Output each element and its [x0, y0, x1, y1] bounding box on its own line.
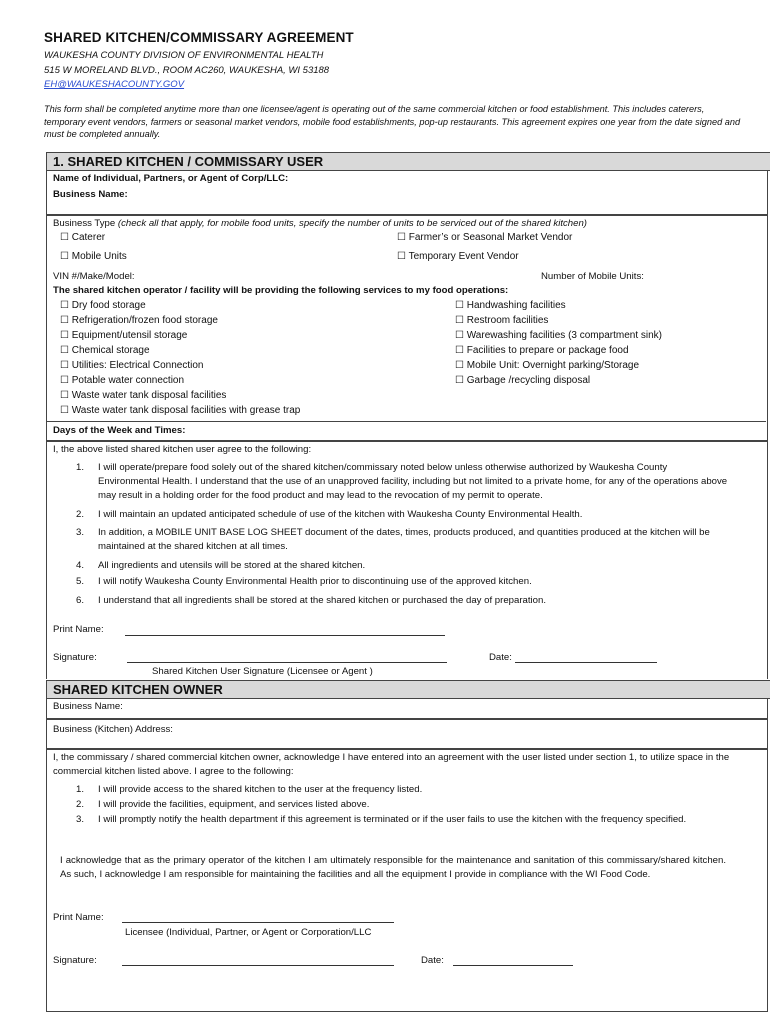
checkbox-dry-storage[interactable]: ☐ Dry food storage	[60, 300, 146, 311]
business-type-note: (check all that apply, for mobile food units, specify the number of units to be serviced out of the shared kitchen)	[117, 218, 587, 229]
email-link[interactable]: EH@WAUKESHACOUNTY.GOV	[44, 79, 185, 90]
checkbox-overnight-parking[interactable]: ☐ Mobile Unit: Overnight parking/Storage	[455, 360, 640, 371]
name-label: Name of Individual, Partners, or Agent of Corp/LLC:	[53, 173, 289, 184]
agreement-item: I will operate/prepare food solely out of the shared kitchen/commissary noted below unless otherwise authorized by Waukesha County Environmental Health. I understand that the use of an unapproved facility, including but not limited to a private home, for any of the operations above may result in a holding order for the food product and may lead to the revocation of my permit to operate.	[98, 462, 728, 501]
item-number: 2.	[76, 799, 85, 810]
owner-date-line[interactable]	[453, 965, 573, 966]
signature-line[interactable]	[127, 662, 447, 663]
section1-heading: 1. SHARED KITCHEN / COMMISSARY USER	[46, 152, 770, 171]
business-name-label: Business Name:	[53, 189, 128, 200]
services-label: The shared kitchen operator / facility will be providing the following services to my food operations:	[53, 285, 509, 296]
checkbox-chemical-storage[interactable]: ☐ Chemical storage	[60, 345, 150, 356]
item-number: 6.	[76, 595, 85, 606]
intro-text: This form shall be completed anytime more than one licensee/agent is operating out of the same commercial kitchen or food establishment. This includes caterers, temporary event vendors, farmers or seasonal market vendors, mobile food establishments, pop-up restaurants. This agreement expires one year from the date signed and must be completed annually.	[44, 104, 741, 139]
print-name-line[interactable]	[125, 635, 445, 636]
checkbox-warewashing[interactable]: ☐ Warewashing facilities (3 compartment sink)	[455, 330, 662, 341]
agree-intro: I, the above listed shared kitchen user agree to the following:	[53, 444, 312, 455]
checkbox-market-vendor[interactable]: ☐ Farmer’s or Seasonal Market Vendor	[397, 232, 573, 243]
agreement-item: I will maintain an updated anticipated schedule of use of the kitchen with Waukesha County Environmental Health.	[98, 509, 583, 520]
item-number: 4.	[76, 560, 85, 571]
owner-address-label: Business (Kitchen) Address:	[53, 724, 173, 735]
agreement-item: I will notify Waukesha County Environmental Health prior to discontinuing use of the approved kitchen.	[98, 576, 532, 587]
checkbox-mobile-units[interactable]: ☐ Mobile Units	[60, 251, 127, 262]
owner-print-name-label: Print Name:	[53, 912, 104, 923]
section2-heading: SHARED KITCHEN OWNER	[46, 680, 770, 699]
checkbox-potable-water[interactable]: ☐ Potable water connection	[60, 375, 185, 386]
checkbox-refrigeration[interactable]: ☐ Refrigeration/frozen food storage	[60, 315, 218, 326]
checkbox-restroom[interactable]: ☐ Restroom facilities	[455, 315, 549, 326]
owner-business-box	[46, 698, 768, 720]
owner-item: I will provide the facilities, equipment, and services listed above.	[98, 799, 370, 810]
divider	[46, 421, 766, 422]
item-number: 5.	[76, 576, 85, 587]
form-title: SHARED KITCHEN/COMMISSARY AGREEMENT	[44, 30, 354, 45]
checkbox-waste-water-grease[interactable]: ☐ Waste water tank disposal facilities with grease trap	[60, 405, 301, 416]
item-number: 2.	[76, 509, 85, 520]
date-line[interactable]	[515, 662, 657, 663]
ack-intro: I, the commissary / shared commercial kitchen owner, acknowledge I have entered into an agreement with the user listed under section 1, to utilize space in the commercial kitchen listed above. I agree to the following:	[53, 752, 730, 777]
signature-label: Signature:	[53, 652, 97, 663]
org-address: 515 W MORELAND BLVD., ROOM AC260, WAUKESHA, WI 53188	[44, 65, 330, 76]
checkbox-waste-water[interactable]: ☐ Waste water tank disposal facilities	[60, 390, 227, 401]
org-name: WAUKESHA COUNTY DIVISION OF ENVIRONMENTAL HEALTH	[44, 50, 324, 61]
item-number: 3.	[76, 527, 85, 538]
checkbox-temporary-vendor[interactable]: ☐ Temporary Event Vendor	[397, 251, 519, 262]
business-type-row	[53, 218, 587, 229]
signature-caption: Shared Kitchen User Signature (Licensee or Agent )	[152, 666, 373, 677]
owner-signature-label: Signature:	[53, 955, 97, 966]
business-type-label: Business Type	[53, 218, 116, 229]
checkbox-equipment-storage[interactable]: ☐ Equipment/utensil storage	[60, 330, 188, 341]
owner-signature-line[interactable]	[122, 965, 394, 966]
item-number: 1.	[76, 462, 85, 473]
item-number: 1.	[76, 784, 85, 795]
owner-date-label: Date:	[421, 955, 444, 966]
licensee-caption: Licensee (Individual, Partner, or Agent or Corporation/LLC	[125, 927, 372, 938]
owner-item: I will promptly notify the health department if this agreement is terminated or if the user fails to use the kitchen with the frequency specified.	[98, 814, 687, 825]
checkbox-electrical[interactable]: ☐ Utilities: Electrical Connection	[60, 360, 204, 371]
vin-label: VIN #/Make/Model:	[53, 271, 135, 282]
days-label: Days of the Week and Times:	[53, 425, 186, 436]
checkbox-caterer[interactable]: ☐ Caterer	[60, 232, 106, 243]
owner-print-name-line[interactable]	[122, 922, 394, 923]
checkbox-handwashing[interactable]: ☐ Handwashing facilities	[455, 300, 566, 311]
num-units-label: Number of Mobile Units:	[541, 271, 644, 282]
checkbox-garbage[interactable]: ☐ Garbage /recycling disposal	[455, 375, 591, 386]
checkbox-prepare-package[interactable]: ☐ Facilities to prepare or package food	[455, 345, 629, 356]
owner-business-name-label: Business Name:	[53, 701, 123, 712]
acknowledge-text: I acknowledge that as the primary operator of the kitchen I am ultimately responsible for the maintenance and sanitation of this commissary/shared kitchen. As such, I acknowledge I am responsible for maintaining the facilities and all the equipment I provide in compliance with the WI Food Code.	[60, 855, 726, 880]
agreement-item: All ingredients and utensils will be stored at the shared kitchen.	[98, 560, 366, 571]
agreement-item: I understand that all ingredients shall be stored at the shared kitchen or purchased the day of preparation.	[98, 595, 546, 606]
owner-item: I will provide access to the shared kitchen to the user at the frequency listed.	[98, 784, 423, 795]
date-label: Date:	[489, 652, 512, 663]
agreement-item: In addition, a MOBILE UNIT BASE LOG SHEET document of the dates, times, products produced, and quantities produced at the kitchen will be maintained at the shared kitchen at all times.	[98, 527, 710, 552]
print-name-label: Print Name:	[53, 624, 104, 635]
item-number: 3.	[76, 814, 85, 825]
